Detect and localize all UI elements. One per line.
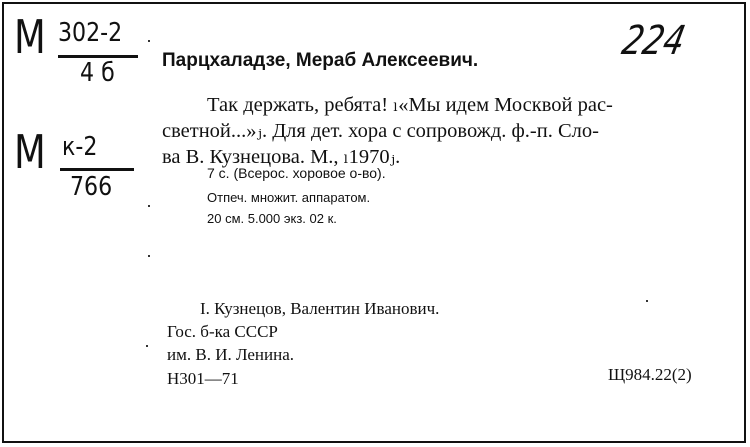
shelf-mark-numerator: 302-2	[58, 18, 123, 48]
size-edition-note: 20 см. 5.000 экз. 02 к.	[207, 211, 337, 226]
library-name-continued: им. В. И. Ленина.	[167, 345, 295, 364]
printing-note: Отпеч. множит. аппаратом.	[207, 190, 371, 205]
scan-speck	[148, 40, 150, 42]
scan-speck	[148, 255, 150, 257]
author-heading: Парцхаладзе, Мераб Алексеевич.	[162, 50, 479, 71]
library-name: Гос. б-ка СССР	[167, 322, 278, 341]
scan-speck	[148, 205, 150, 207]
added-entry: I. Кузнецов, Валентин Иванович.	[200, 299, 440, 318]
shelf-mark-denominator: 4 б	[80, 58, 115, 88]
title-line-1: Так держать, ребята! ₗ«Мы идем Москвой рас-	[207, 94, 613, 116]
corner-handwritten-number: 224	[618, 18, 690, 64]
pagination-note: 7 с. (Всерос. хоровое о-во).	[207, 165, 386, 181]
scan-speck	[146, 345, 148, 347]
shelf-mark-denominator: 766	[70, 172, 113, 202]
scan-speck	[646, 300, 648, 302]
shelf-mark-letter: М	[14, 125, 45, 179]
title-line-2: светной...»ⱼ. Для дет. хора с сопровожд. ф.-п. Сло-	[162, 120, 599, 142]
title-line-3: ва В. Кузнецова. М., ₗ1970ⱼ.	[162, 146, 401, 168]
shelf-mark-divider	[60, 168, 134, 171]
card-code: Н301—71	[167, 369, 239, 388]
shelf-mark-letter: М	[14, 10, 45, 64]
shelf-mark-numerator: к-2	[62, 132, 98, 162]
classification-index: Щ984.22(2)	[608, 365, 692, 384]
